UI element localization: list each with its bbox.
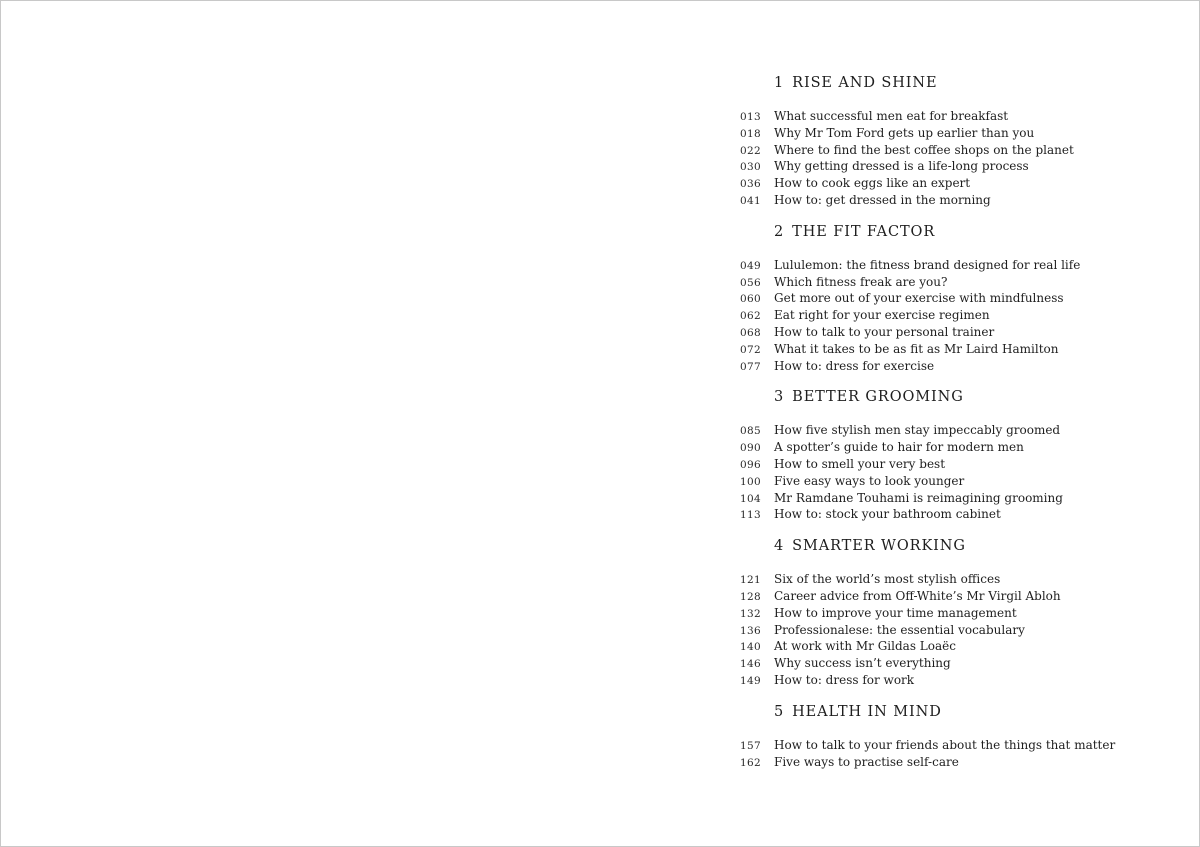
toc-section — [740, 702, 1180, 771]
entry-page-number: 136 — [740, 624, 761, 637]
entry-page-number: 013 — [740, 111, 761, 123]
entry-title: Why Mr Tom Ford gets up earlier than you — [774, 125, 1035, 140]
entry-title: What successful men eat for breakfast — [774, 109, 1009, 123]
entry-title: How to talk to your personal trainer — [774, 324, 995, 339]
entry-page-number: 113 — [740, 509, 761, 522]
entry-title: Five easy ways to look younger — [774, 473, 965, 488]
entry-title: How to: stock your bathroom cabinet — [774, 507, 1001, 522]
entry-title: Get more out of your exercise with mindfulness — [774, 291, 1064, 306]
toc-entry — [740, 456, 1180, 473]
toc-entry — [740, 175, 1180, 192]
toc-entry — [740, 108, 1180, 125]
entry-title: Eat right for your exercise regimen — [774, 308, 990, 323]
entry-title: Mr Ramdane Touhami is reimagining grooming — [774, 490, 1063, 505]
toc-entry — [740, 341, 1180, 358]
entry-title: Why success isn’t everything — [774, 656, 951, 671]
toc-entry — [740, 422, 1180, 439]
entry-page-number: 096 — [740, 458, 761, 471]
entry-page-number: 146 — [740, 658, 761, 671]
entry-page-number: 128 — [740, 590, 761, 603]
entry-title: How five stylish men stay impeccably groomed — [774, 423, 1061, 438]
toc-entry — [740, 257, 1180, 274]
toc-entry — [740, 125, 1180, 142]
entry-title: How to: dress for exercise — [774, 358, 935, 373]
entry-page-number: 030 — [740, 161, 761, 174]
entry-page-number: 090 — [740, 442, 761, 455]
section-number: 3 — [774, 389, 785, 406]
entry-page-number: 085 — [740, 425, 761, 438]
entry-title: Lululemon: the fitness brand designed for real life — [774, 257, 1081, 272]
toc-entry — [740, 490, 1180, 507]
section-number: 1 — [774, 75, 785, 91]
toc-entry — [740, 192, 1180, 209]
toc-entry — [740, 307, 1180, 324]
toc-section — [740, 536, 1180, 689]
section-number: 4 — [774, 538, 785, 555]
entry-title: Career advice from Off-White’s Mr Virgil Abloh — [774, 588, 1061, 603]
toc-entry — [740, 638, 1180, 655]
toc-entry — [740, 737, 1180, 754]
toc-entry — [740, 571, 1180, 588]
toc-entry — [740, 142, 1180, 159]
entry-page-number: 100 — [740, 475, 761, 488]
section-title: BETTER GROOMING — [792, 389, 964, 406]
entry-page-number: 068 — [740, 326, 761, 339]
entry-page-number: 049 — [740, 259, 761, 272]
entry-title: How to improve your time management — [774, 605, 1017, 620]
entry-title: How to cook eggs like an expert — [774, 176, 971, 191]
toc-section — [740, 387, 1180, 523]
entry-title: Professionalese: the essential vocabulary — [774, 622, 1025, 637]
entry-page-number: 140 — [740, 641, 761, 654]
section-title: SMARTER WORKING — [792, 538, 966, 555]
toc-entry — [740, 290, 1180, 307]
entry-page-number: 077 — [740, 360, 761, 373]
toc-entry — [740, 158, 1180, 175]
entry-title: How to: dress for work — [774, 672, 915, 687]
section-heading — [774, 536, 1180, 556]
entry-page-number: 072 — [740, 343, 761, 356]
toc-entry — [740, 655, 1180, 672]
section-heading — [774, 73, 1180, 93]
toc-entry — [740, 324, 1180, 341]
toc-entry — [740, 672, 1180, 689]
entry-title: Why getting dressed is a life-long process — [774, 159, 1029, 174]
section-number: 2 — [774, 223, 785, 240]
entry-title: How to talk to your friends about the things that matter — [774, 737, 1116, 752]
entry-page-number: 060 — [740, 293, 761, 306]
entry-page-number: 157 — [740, 739, 761, 752]
toc-entry — [740, 622, 1180, 639]
entry-page-number: 056 — [740, 276, 761, 289]
section-title: THE FIT FACTOR — [792, 223, 936, 240]
entry-page-number: 018 — [740, 127, 761, 140]
toc-section — [740, 222, 1180, 375]
toc-entry — [740, 605, 1180, 622]
toc-entry — [740, 473, 1180, 490]
entry-title: What it takes to be as fit as Mr Laird Hamilton — [774, 341, 1059, 356]
entry-page-number: 121 — [740, 574, 761, 587]
toc-entry — [740, 274, 1180, 291]
section-heading — [774, 387, 1180, 407]
section-heading — [774, 222, 1180, 242]
table-of-contents — [740, 73, 1180, 770]
entry-title: Five ways to practise self-care — [774, 754, 959, 769]
entry-page-number: 022 — [740, 144, 761, 157]
entry-page-number: 062 — [740, 310, 761, 323]
entry-title: Which fitness freak are you? — [774, 274, 948, 289]
entry-title: How to smell your very best — [774, 456, 946, 471]
toc-entry — [740, 506, 1180, 523]
entry-title: A spotter’s guide to hair for modern men — [774, 440, 1024, 455]
section-heading — [774, 702, 1180, 722]
entry-title: How to: get dressed in the morning — [774, 192, 991, 207]
section-title: RISE AND SHINE — [792, 75, 938, 91]
entry-page-number: 132 — [740, 607, 761, 620]
entry-title: Where to find the best coffee shops on the planet — [774, 142, 1074, 157]
entry-page-number: 036 — [740, 178, 761, 191]
entry-page-number: 149 — [740, 674, 761, 687]
toc-entry — [740, 439, 1180, 456]
entry-title: At work with Mr Gildas Loaëc — [774, 639, 956, 654]
toc-entry — [740, 358, 1180, 375]
entry-title: Six of the world’s most stylish offices — [774, 572, 1001, 587]
toc-entry — [740, 588, 1180, 605]
toc-entry — [740, 754, 1180, 771]
entry-page-number: 041 — [740, 194, 761, 207]
entry-page-number: 162 — [740, 756, 761, 769]
toc-section — [740, 73, 1180, 209]
section-title: HEALTH IN MIND — [792, 703, 942, 720]
entry-page-number: 104 — [740, 492, 761, 505]
section-number: 5 — [774, 703, 785, 720]
